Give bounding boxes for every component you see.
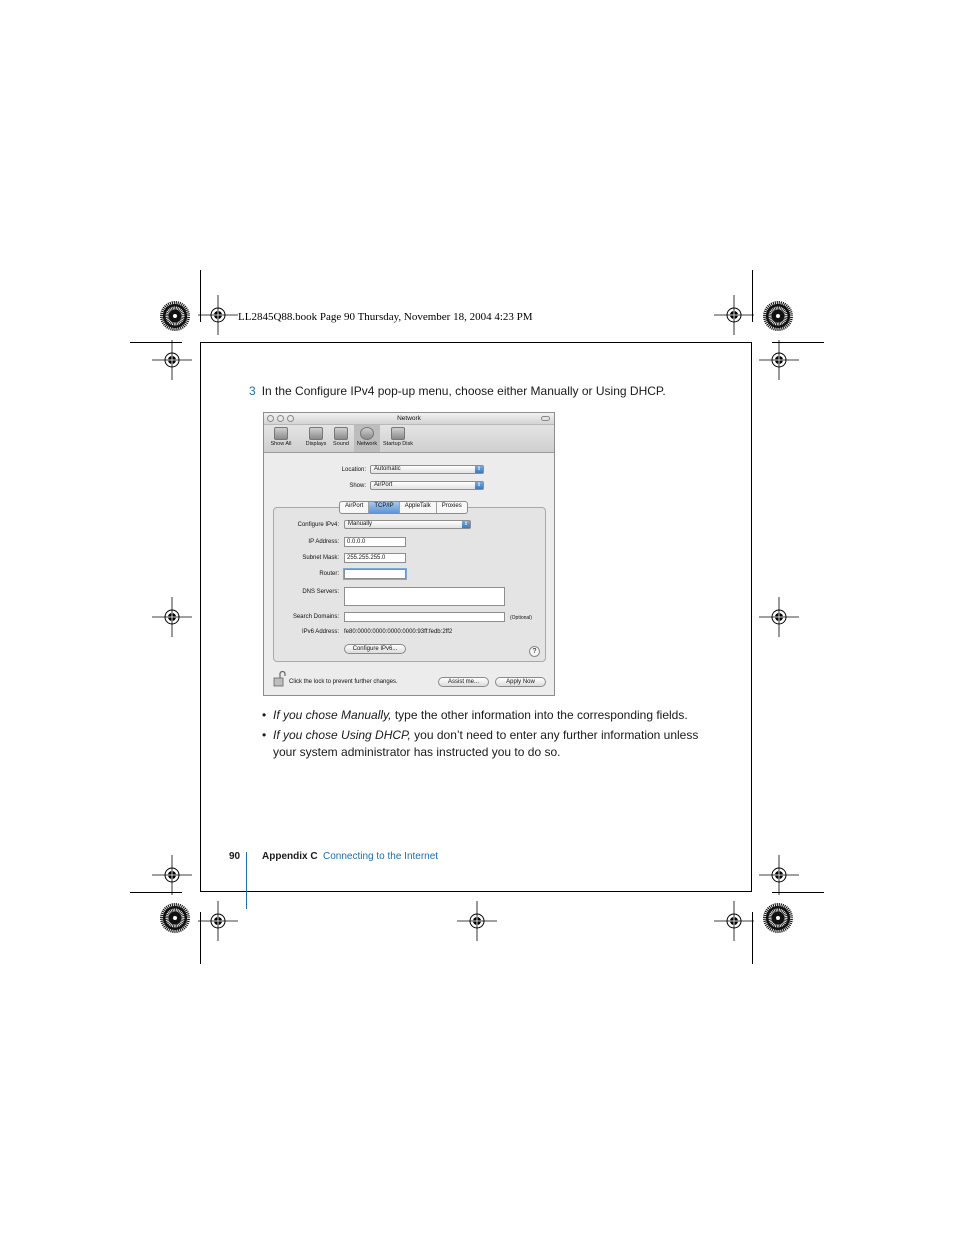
network-window <box>263 412 555 696</box>
lock-icon[interactable] <box>273 671 287 687</box>
bullet-lead: If you chose Using DHCP, <box>273 728 411 742</box>
window-title: Network <box>397 415 421 422</box>
show-label: Show: <box>349 483 366 489</box>
tab-appletalk[interactable]: AppleTalk <box>400 502 437 513</box>
search-domains-field[interactable] <box>344 612 505 622</box>
show-all-icon <box>274 427 288 440</box>
sound-icon <box>334 427 348 440</box>
configure-ipv4-label: Configure IPv4: <box>297 522 339 528</box>
toolbar-show-all[interactable]: Show All <box>268 427 294 447</box>
toolbar-startup-disk[interactable]: Startup Disk <box>381 427 415 447</box>
location-label: Location: <box>341 467 366 473</box>
page-number: 90 <box>229 851 241 862</box>
tab-proxies[interactable]: Proxies <box>441 503 462 509</box>
optional-note: (Optional) <box>510 615 532 621</box>
ipv6-address-label: IPv6 Address: <box>301 629 339 635</box>
toolbar-sound[interactable]: Sound <box>330 427 352 447</box>
displays-icon <box>309 427 323 440</box>
bullet-dot: • <box>262 708 267 722</box>
toolbar-network[interactable]: Network <box>354 427 380 447</box>
bullet-text: you don’t need to enter any further information unless your system administrator has instructed you to do so. <box>273 728 699 759</box>
router-label: Router: <box>319 571 339 577</box>
ip-address-field[interactable]: 0.0.0.0 <box>344 537 406 547</box>
startup-disk-icon <box>391 427 405 440</box>
bullet-lead: If you chose Manually, <box>273 708 392 722</box>
tab-airport[interactable]: AirPort <box>340 502 369 513</box>
lock-text: Click the lock to prevent further changes. <box>289 679 398 685</box>
router-field[interactable] <box>344 569 406 579</box>
bullet-text: type the other information into the corresponding fields. <box>391 708 688 722</box>
popup-arrows-icon: ⇕ <box>476 482 482 488</box>
ipv6-address-value: fe80:0000:0000:0000:0000:93ff:fedb:2ff2 <box>344 629 453 635</box>
configure-ipv6-button[interactable]: Configure IPv6... <box>344 644 406 654</box>
dns-servers-field[interactable] <box>344 587 505 606</box>
popup-arrows-icon: ⇕ <box>463 521 469 527</box>
bullet-dhcp <box>262 727 702 761</box>
location-popup[interactable]: Automatic ⇕ <box>370 465 484 474</box>
title-bar <box>264 413 554 425</box>
toolbar-displays[interactable]: Displays <box>304 427 328 447</box>
tab-bar <box>339 501 468 514</box>
footer-rule <box>246 852 247 909</box>
tcpip-panel <box>273 507 546 662</box>
bullet-dot: • <box>262 728 267 742</box>
configure-ipv4-popup[interactable]: Manually ⇕ <box>344 520 471 529</box>
show-popup[interactable]: AirPort ⇕ <box>370 481 484 490</box>
subnet-mask-label: Subnet Mask: <box>302 555 339 561</box>
step-text: In the Configure IPv4 pop-up menu, choose either Manually or Using DHCP. <box>261 384 666 398</box>
tab-tcpip[interactable]: TCP/IP <box>369 502 399 513</box>
popup-arrows-icon: ⇕ <box>476 466 482 472</box>
toolbar <box>264 425 554 453</box>
footer-chapter: Appendix C <box>262 851 318 862</box>
apply-now-button[interactable]: Apply Now <box>495 677 546 687</box>
subnet-mask-field[interactable]: 255.255.255.0 <box>344 553 406 563</box>
assist-me-button[interactable]: Assist me... <box>438 677 489 687</box>
search-domains-label: Search Domains: <box>292 614 339 620</box>
footer-title: Connecting to the Internet <box>323 851 439 862</box>
help-button[interactable]: ? <box>529 646 540 657</box>
step-number: 3 <box>249 384 256 398</box>
toolbar-toggle-icon[interactable] <box>541 416 550 421</box>
ip-address-label: IP Address: <box>308 539 339 545</box>
dns-servers-label: DNS Servers: <box>302 589 339 595</box>
network-icon <box>360 427 374 440</box>
print-slug: LL2845Q88.book Page 90 Thursday, November 18, 2004 4:23 PM <box>238 311 533 323</box>
step-3 <box>249 384 666 398</box>
bullet-manually <box>262 707 702 724</box>
